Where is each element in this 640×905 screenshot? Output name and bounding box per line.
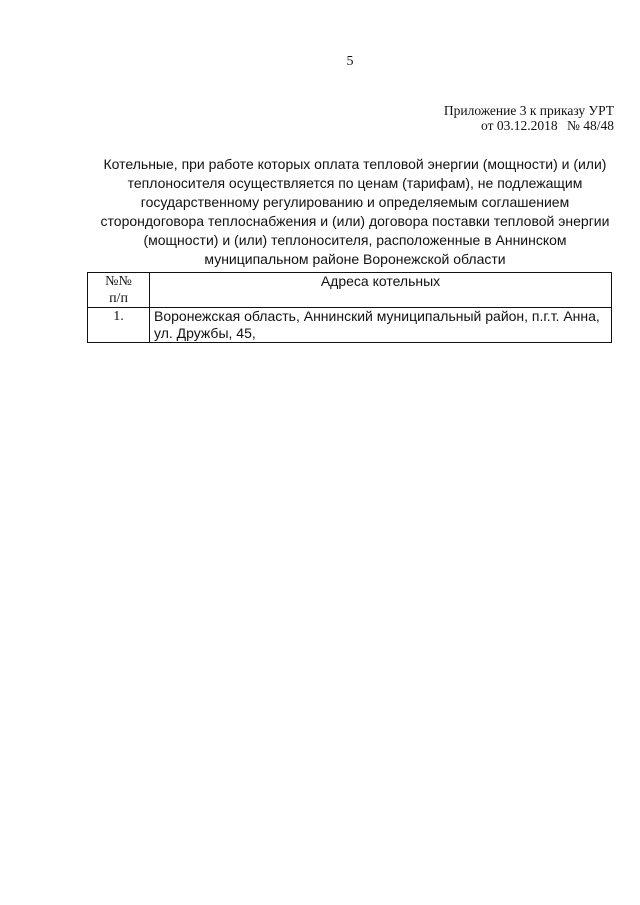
appendix-date-number [444, 118, 614, 133]
title-line: сторондоговора теплоснабжения и (или) договора поставки тепловой энергии [100, 213, 610, 229]
appendix-reference [444, 103, 614, 133]
address-line1: Воронежская область, Аннинский муниципальный район, п.г.т. Анна, [154, 308, 600, 324]
header-number-column [88, 273, 150, 308]
boiler-address-table [87, 272, 612, 343]
header-address-column: Адреса котельных [150, 273, 612, 308]
page-number: 5 [346, 54, 354, 69]
table-row [88, 308, 612, 343]
row-address [150, 308, 612, 343]
header-number-line1: №№ [105, 274, 132, 289]
address-line2: ул. Дружбы, 45, [154, 325, 256, 341]
appendix-title: Приложение 3 к приказу УРТ [443, 103, 614, 118]
title-line: (мощности) и (или) теплоносителя, расположенные в Аннинском [143, 232, 567, 248]
title-line: Котельные, при работе которых оплата тепловой энергии (мощности) и (или) [103, 156, 607, 172]
header-number-line2: п/п [109, 291, 128, 306]
title-line: государственному регулированию и определяемым соглашением [140, 194, 570, 210]
title-line: муниципальном районе Воронежской области [204, 251, 506, 267]
appendix-date: от 03.12.2018 [481, 118, 558, 133]
table-header-row [88, 273, 612, 308]
appendix-number: № 48/48 [566, 118, 614, 133]
document-title [70, 155, 640, 269]
title-line: теплоносителя осуществляется по ценам (тарифам), не подлежащим [127, 175, 583, 191]
row-number: 1. [88, 308, 150, 343]
